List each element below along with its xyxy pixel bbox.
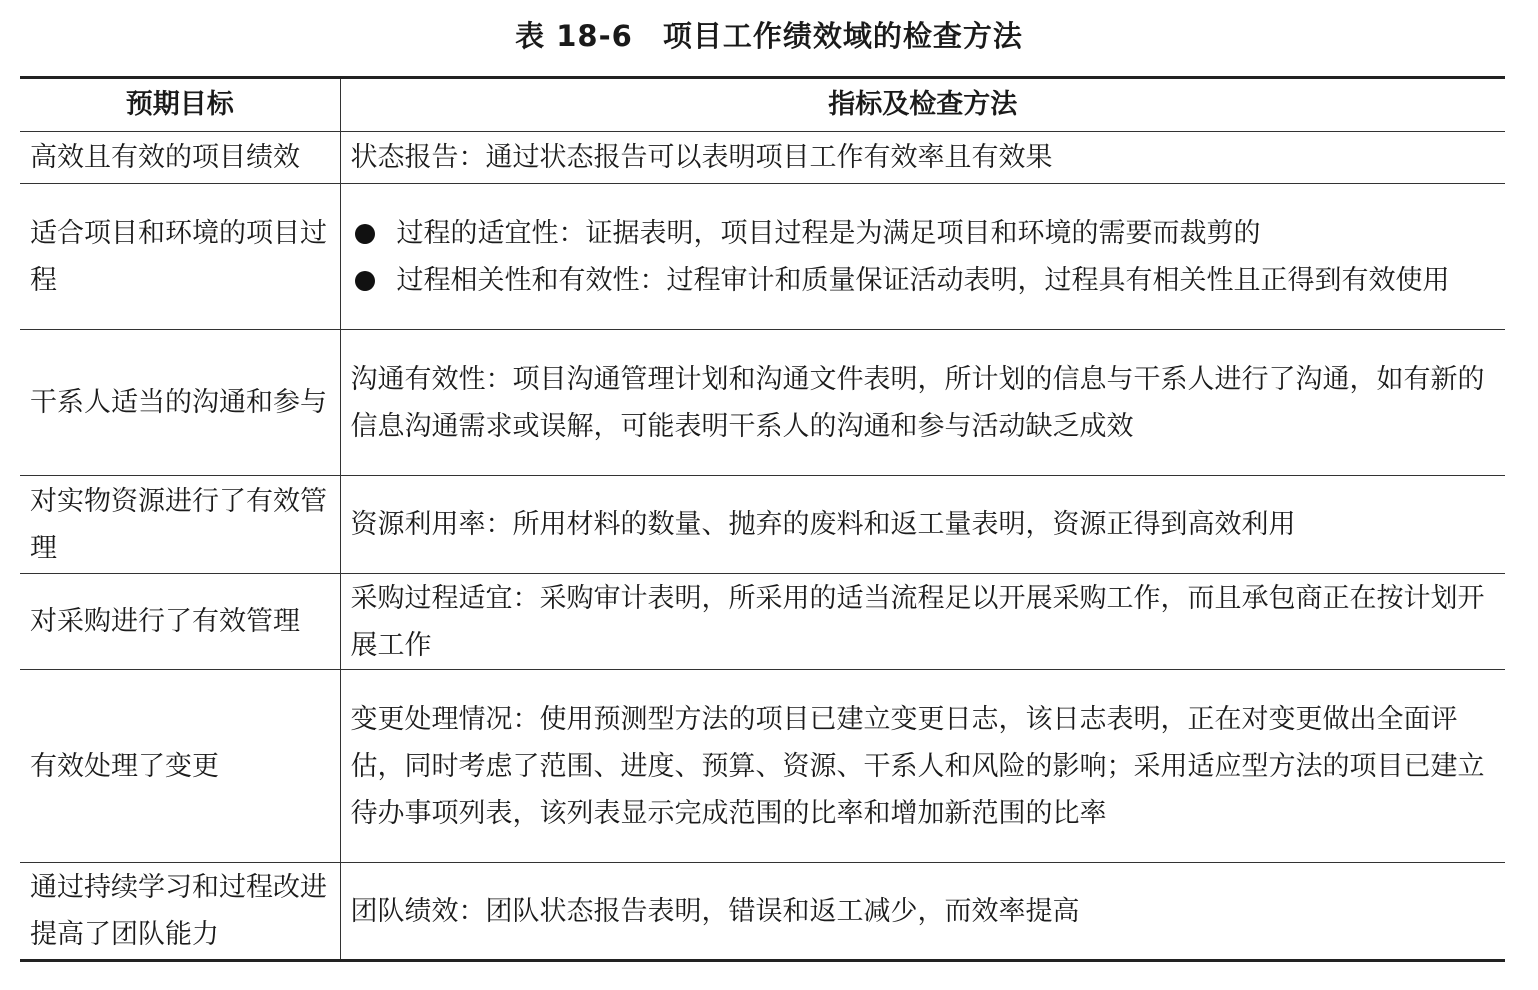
table-row xyxy=(20,330,1505,476)
header-goal: 预期目标 xyxy=(20,78,340,132)
bullet-list xyxy=(351,210,1496,304)
inspection-methods-table xyxy=(20,76,1505,962)
table-row xyxy=(20,184,1505,330)
goal-cell: 高效且有效的项目绩效 xyxy=(20,132,340,184)
bullet-item: 过程相关性和有效性：过程审计和质量保证活动表明，过程具有相关性且正得到有效使用 xyxy=(351,257,1496,304)
table-header-row xyxy=(20,78,1505,132)
table-row xyxy=(20,574,1505,670)
table-title: 项目工作绩效域的检查方法 xyxy=(662,19,1023,53)
table-row xyxy=(20,670,1505,863)
method-cell: 沟通有效性：项目沟通管理计划和沟通文件表明，所计划的信息与干系人进行了沟通，如有新的信息沟通需求或误解，可能表明干系人的沟通和参与活动缺乏成效 xyxy=(340,330,1505,476)
bullet-item: 过程的适宜性：证据表明，项目过程是为满足项目和环境的需要而裁剪的 xyxy=(351,210,1496,257)
goal-cell: 干系人适当的沟通和参与 xyxy=(20,330,340,476)
goal-cell: 对实物资源进行了有效管理 xyxy=(20,476,340,574)
table-row xyxy=(20,476,1505,574)
goal-cell: 通过持续学习和过程改进提高了团队能力 xyxy=(20,863,340,961)
method-cell: 资源利用率：所用材料的数量、抛弃的废料和返工量表明，资源正得到高效利用 xyxy=(340,476,1505,574)
method-cell xyxy=(340,184,1505,330)
table-row xyxy=(20,863,1505,961)
table-caption xyxy=(0,14,1538,58)
goal-cell: 对采购进行了有效管理 xyxy=(20,574,340,670)
header-method: 指标及检查方法 xyxy=(340,78,1505,132)
goal-cell: 有效处理了变更 xyxy=(20,670,340,863)
method-cell: 采购过程适宜：采购审计表明，所采用的适当流程足以开展采购工作，而且承包商正在按计划开展工作 xyxy=(340,574,1505,670)
table-row xyxy=(20,132,1505,184)
method-cell: 变更处理情况：使用预测型方法的项目已建立变更日志，该日志表明，正在对变更做出全面评估，同时考虑了范围、进度、预算、资源、干系人和风险的影响；采用适应型方法的项目已建立待办事项列表，该列表显示完成范围的比率和增加新范围的比率 xyxy=(340,670,1505,863)
table-number: 表 18-6 xyxy=(515,19,633,53)
method-cell: 状态报告：通过状态报告可以表明项目工作有效率且有效果 xyxy=(340,132,1505,184)
method-cell: 团队绩效：团队状态报告表明，错误和返工减少，而效率提高 xyxy=(340,863,1505,961)
goal-cell: 适合项目和环境的项目过程 xyxy=(20,184,340,330)
